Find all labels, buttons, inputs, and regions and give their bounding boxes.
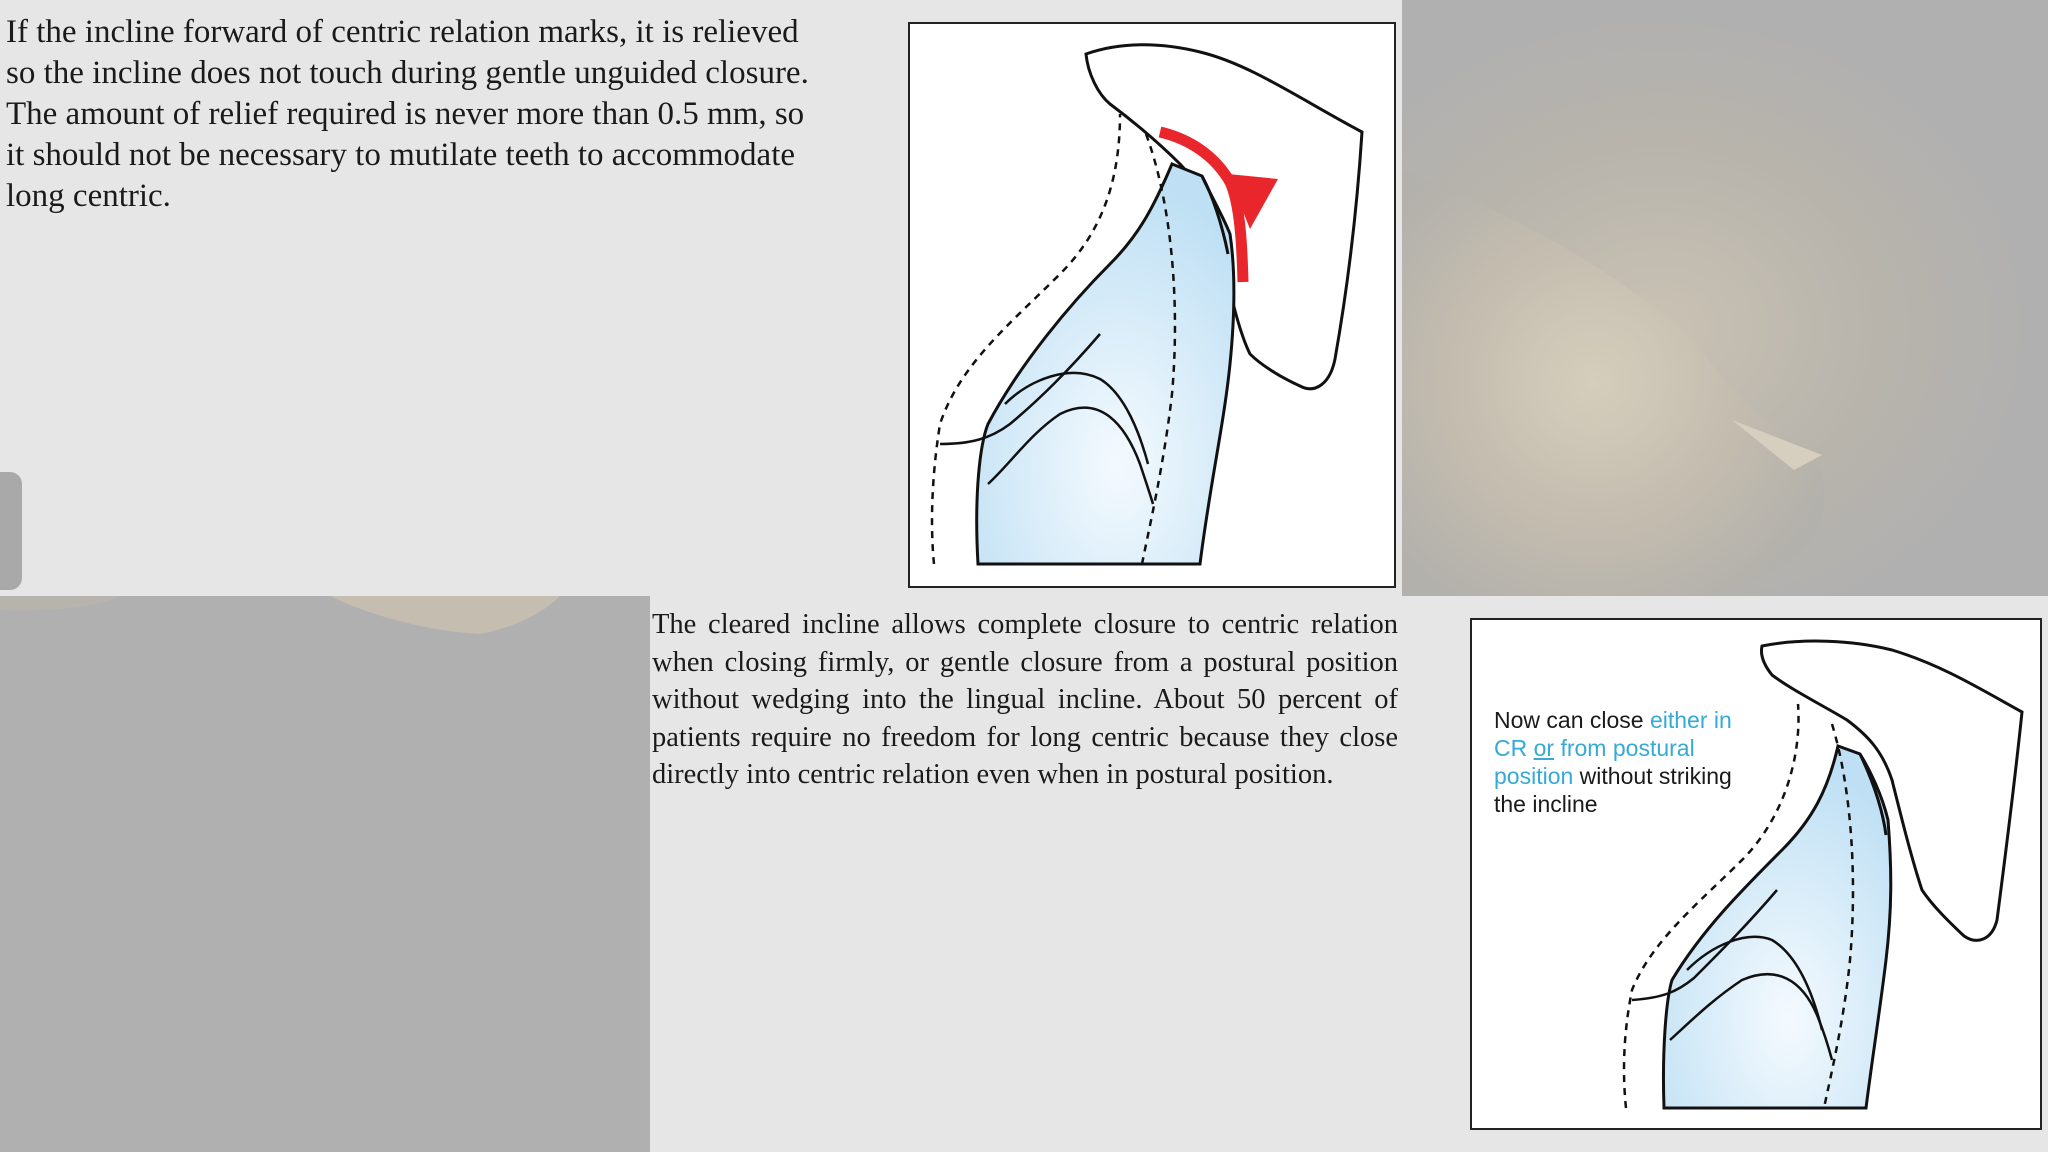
figure-caption (1494, 706, 1734, 818)
caption-text-start: Now can close (1494, 707, 1650, 733)
figure-cleared-incline (1470, 618, 2042, 1130)
caption-accent-or: or (1533, 735, 1555, 761)
paragraph-cleared-incline: The cleared incline allows complete closure to centric relation when closing firmly, or gentle closure from a postural position without wedging into the lingual incline. About 50 percent of patients require no freedom for long centric because they close directly into centric relation even when in postural position. (652, 609, 1398, 790)
figure-incline-relief (908, 22, 1396, 588)
caption-accent-postural: from postural position (1494, 735, 1695, 789)
background-photo-left (0, 596, 650, 1152)
caption-text-end: without striking the incline (1494, 763, 1732, 817)
paragraph-incline-relief: If the incline forward of centric relation marks, it is relieved so the incline does not touch during gentle unguided closure. The amount of relief required is never more than 0.5 mm, so it should not be necessary to mutilate teeth to accommodate long centric. (6, 14, 809, 214)
lower-tooth (977, 164, 1234, 564)
background-photo-right (1402, 0, 2048, 596)
caption-accent-cr: either in CR (1494, 707, 1732, 761)
side-panel-tab[interactable] (0, 472, 22, 590)
